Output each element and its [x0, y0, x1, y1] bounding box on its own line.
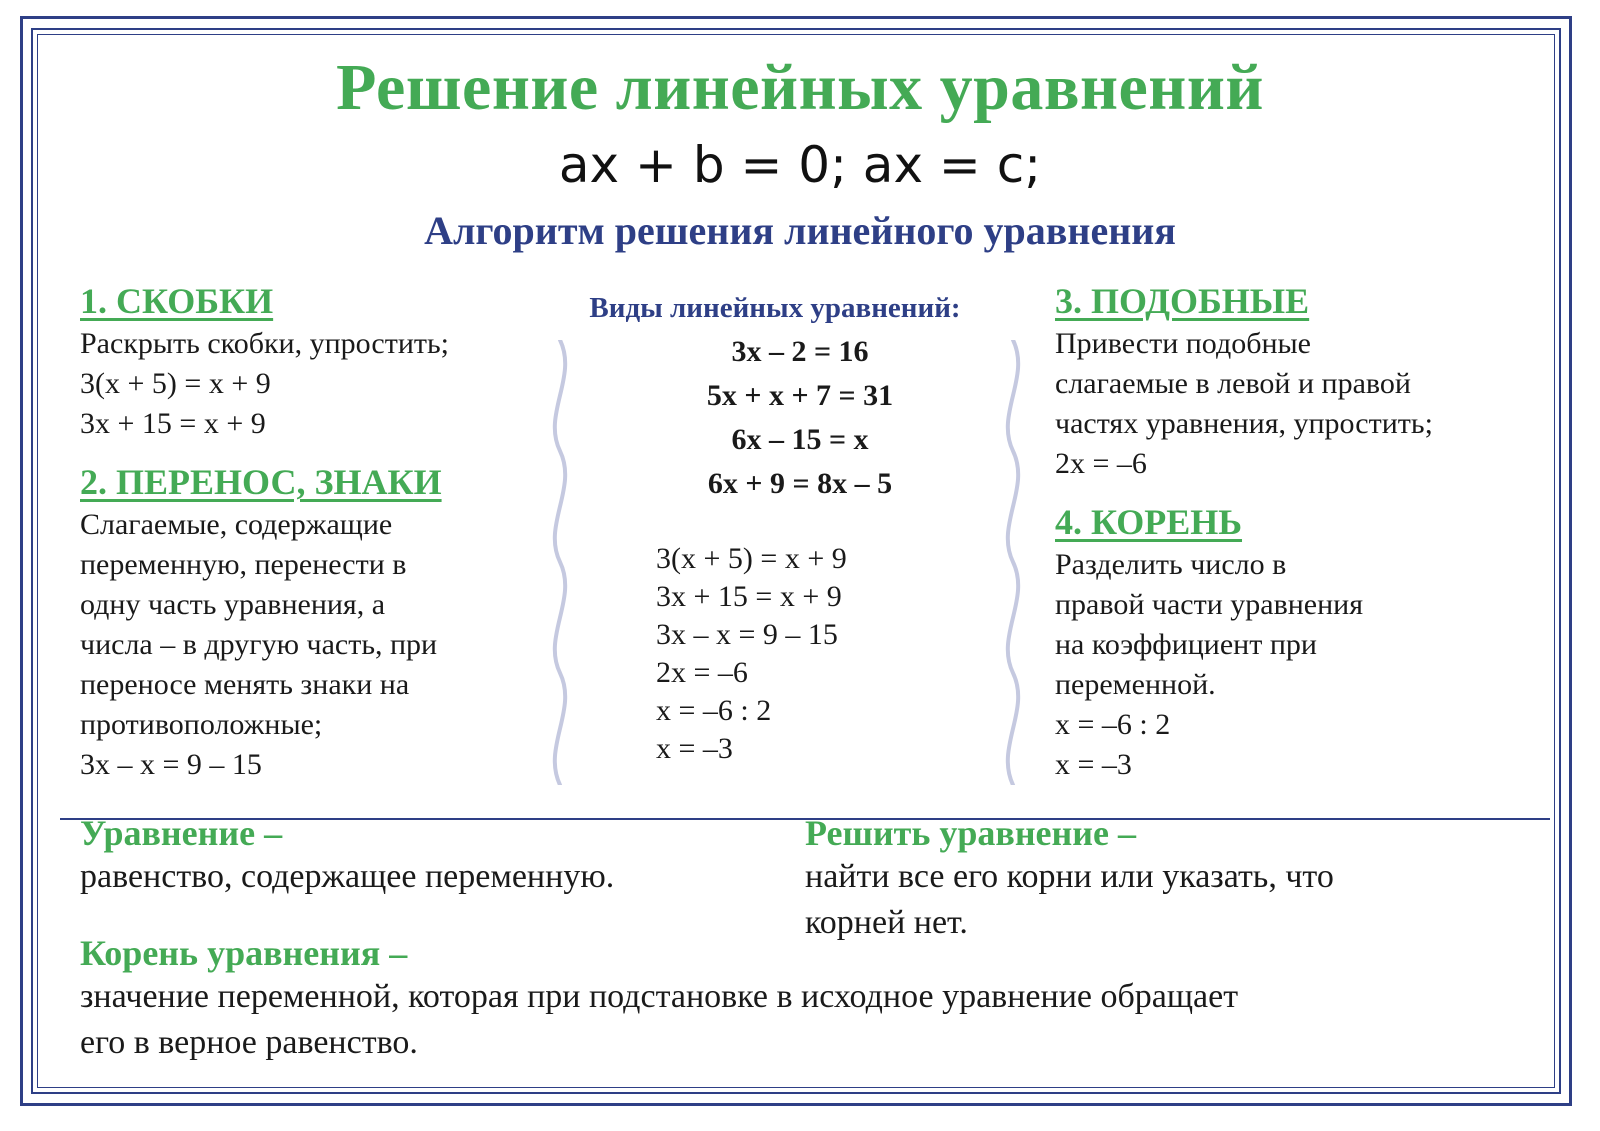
step-2-line: переносе менять знаки на	[80, 668, 410, 701]
example-line: 3(x + 5) = x + 9	[656, 542, 847, 575]
definition-root-term: Корень уравнения –	[80, 933, 408, 973]
kind-item: 6x – 15 = x	[731, 423, 869, 456]
step-1-heading: 1. СКОБКИ	[80, 281, 274, 321]
step-1-line: 3(x + 5) = x + 9	[80, 367, 271, 400]
step-1-block	[80, 280, 449, 444]
definition-line: равенство, содержащее переменную.	[80, 858, 615, 895]
step-3-line: частях уравнения, упростить;	[1055, 407, 1433, 440]
step-3-line: 2x = –6	[1055, 447, 1147, 480]
definition-line: значение переменной, которая при подстановке в исходное уравнение обращает	[80, 978, 1239, 1015]
definition-equation	[80, 812, 614, 900]
step-2-line: числа – в другую часть, при	[80, 628, 438, 661]
step-4-line: правой части уравнения	[1055, 588, 1364, 621]
definition-line: его в верное равенство.	[80, 1024, 418, 1061]
step-1-line: Раскрыть скобки, упростить;	[80, 327, 450, 360]
step-3-line: Привести подобные	[1055, 327, 1311, 360]
step-4-heading: 4. КОРЕНЬ	[1055, 502, 1243, 542]
definition-line: найти все его корни или указать, что	[805, 858, 1334, 895]
definition-equation-text	[80, 854, 614, 900]
kind-item: 3x – 2 = 16	[731, 335, 869, 368]
worked-example	[656, 540, 847, 768]
step-2-line: переменную, перенести в	[80, 548, 407, 581]
definition-solve-term: Решить уравнение –	[805, 813, 1136, 853]
general-formula: ax + b = 0; ax = c;	[558, 136, 1042, 194]
step-4-text	[1055, 545, 1363, 785]
example-line: x = –3	[656, 732, 733, 765]
step-1-text	[80, 324, 449, 444]
step-4-block	[1055, 501, 1363, 785]
kind-item: 5x + x + 7 = 31	[706, 379, 894, 412]
definition-root	[80, 932, 1238, 1066]
step-2-line: противоположные;	[80, 708, 323, 741]
kinds-list	[600, 330, 1000, 506]
algorithm-subtitle: Алгоритм решения линейного уравнения	[424, 208, 1176, 253]
kinds-heading: Виды линейных уравнений:	[589, 292, 961, 324]
kind-item: 6x + 9 = 8x – 5	[707, 467, 893, 500]
step-4-line: x = –6 : 2	[1055, 708, 1171, 741]
step-4-line: на коэффициент при	[1055, 628, 1317, 661]
step-4-line: x = –3	[1055, 748, 1132, 781]
step-2-block	[80, 461, 442, 785]
example-line: 3x + 15 = x + 9	[656, 580, 842, 613]
definition-root-text	[80, 974, 1238, 1066]
step-2-line: Слагаемые, содержащие	[80, 508, 393, 541]
step-2-line: 3x – x = 9 – 15	[80, 748, 262, 781]
step-3-block	[1055, 280, 1433, 484]
page-title: Решение линейных уравнений	[336, 51, 1264, 124]
step-4-line: Разделить число в	[1055, 548, 1287, 581]
example-line: x = –6 : 2	[656, 694, 772, 727]
step-2-heading: 2. ПЕРЕНОС, ЗНАКИ	[80, 462, 442, 502]
step-2-line: одну часть уравнения, а	[80, 588, 386, 621]
step-3-text	[1055, 324, 1433, 484]
definition-solve	[805, 812, 1334, 946]
step-3-line: слагаемые в левой и правой	[1055, 367, 1411, 400]
example-line: 2x = –6	[656, 656, 748, 689]
step-4-line: переменной.	[1055, 668, 1216, 701]
definition-equation-term: Уравнение –	[80, 813, 283, 853]
definition-line: корней нет.	[805, 904, 968, 941]
step-3-heading: 3. ПОДОБНЫЕ	[1055, 281, 1310, 321]
step-1-line: 3x + 15 = x + 9	[80, 407, 266, 440]
step-2-text	[80, 505, 442, 785]
example-line: 3x – x = 9 – 15	[656, 618, 838, 651]
wavy-separator-left	[540, 340, 580, 785]
